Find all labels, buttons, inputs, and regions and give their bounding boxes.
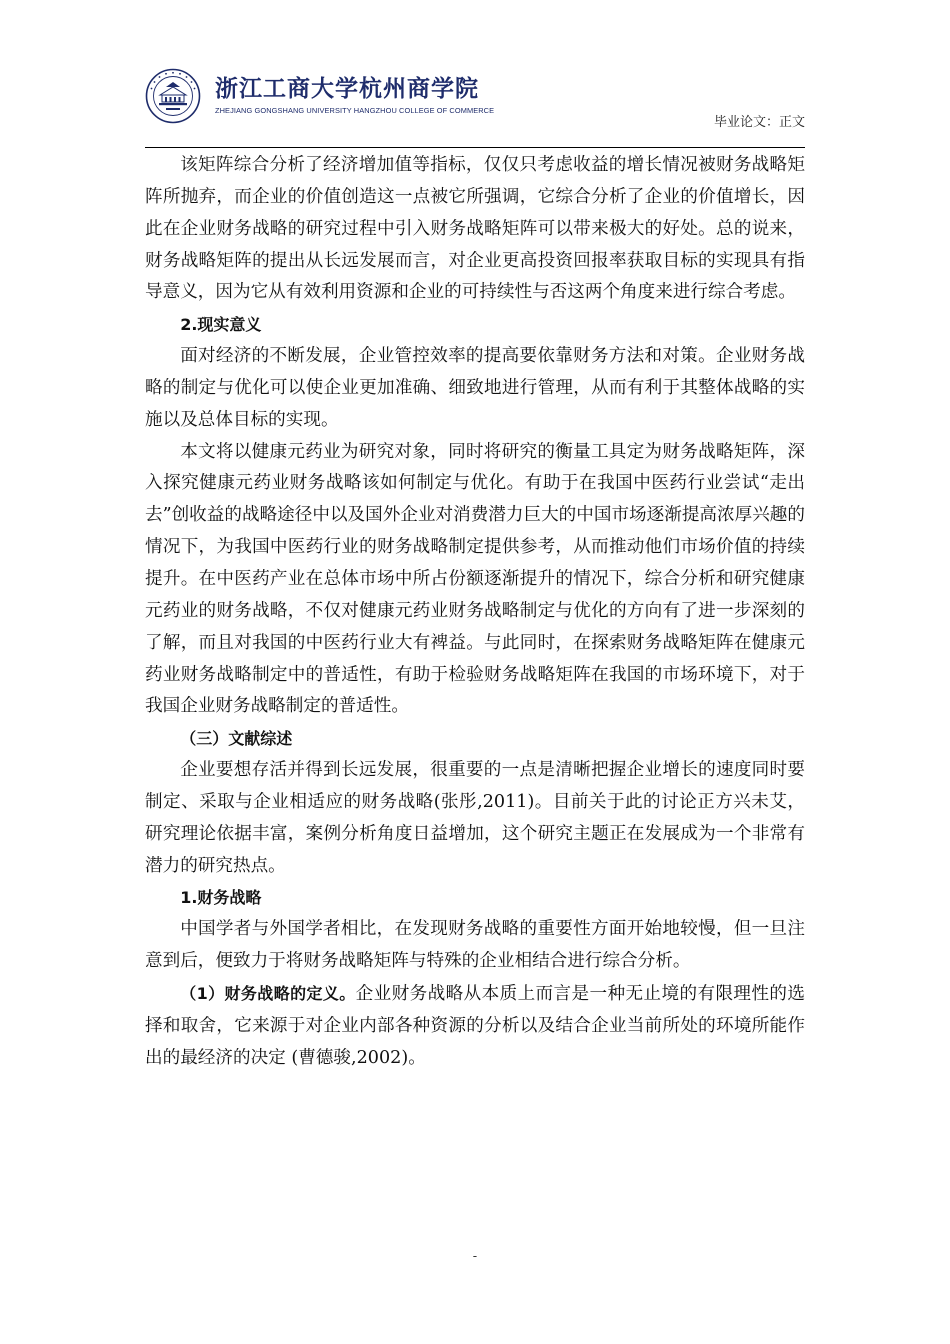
body-paragraph: [145, 978, 805, 1075]
body-paragraph: 面对经济的不断发展，企业管控效率的提高要依靠财务方法和对策。企业财务战略的制定与优化可以使企业更加准确、细致地进行管理，从而有利于其整体战略的实施以及总体目标的实现。: [145, 346, 805, 430]
page-number: -: [472, 1249, 478, 1264]
definition-lead: （1）财务战略的定义。: [180, 983, 356, 1003]
university-seal-icon: [145, 68, 201, 124]
header-section-label: 毕业论文：正文: [713, 115, 805, 130]
body-paragraph: 该矩阵综合分析了经济增加值等指标，仅仅只考虑收益的增长情况被财务战略矩阵所抛弃，而企业的价值创造这一点被它所强调，它综合分析了企业的价值增长，因此在企业财务战略的研究过程中引入财务战略矩阵可以带来极大的好处。总的说来，财务战略矩阵的提出从长远发展而言，对企业更高投资回报率获取目标的实现具有指导意义，因为它从有效利用资源和企业的可持续性与否这两个角度来进行综合考虑。: [145, 155, 805, 303]
university-name-cn: 浙江工商大学杭州商学院: [215, 75, 479, 102]
header-divider: [145, 147, 805, 148]
body-paragraph: 中国学者与外国学者相比，在发现财务战略的重要性方面开始地较慢，但一旦注意到后，便致力于将财务战略矩阵与特殊的企业相结合进行综合分析。: [145, 919, 805, 972]
subsection-heading: 2.现实意义: [180, 315, 262, 335]
subsection-heading: 1.财务战略: [180, 888, 262, 908]
page-header: [145, 62, 805, 152]
body-paragraph: 企业要想存活并得到长远发展，很重要的一点是清晰把握企业增长的速度同时要制定、采取与企业相适应的财务战略(张彤,2011)。目前关于此的讨论正方兴未艾，研究理论依据丰富，案例分析角度日益增加，这个研究主题正在发展成为一个非常有潜力的研究热点。: [145, 760, 805, 876]
document-body: [145, 150, 805, 1074]
body-paragraph: 本文将以健康元药业为研究对象，同时将研究的衡量工具定为财务战略矩阵，深入探究健康元药业财务战略该如何制定与优化。有助于在我国中医药行业尝试“走出去”创收益的战略途径中以及国外企业对消费潜力巨大的中国市场逐渐提高浓厚兴趣的情况下，为我国中医药行业的财务战略制定提供参考，从而推动他们市场价值的持续提升。在中医药产业在总体市场中所占份额逐渐提升的情况下，综合分析和研究健康元药业的财务战略，不仅对健康元药业财务战略制定与优化的方向有了进一步深刻的了解，而且对我国的中医药行业大有裨益。与此同时，在探索财务战略矩阵在健康元药业财务战略制定中的普适性，有助于检验财务战略矩阵在我国的市场环境下，对于我国企业财务战略制定的普适性。: [145, 441, 805, 717]
university-name-en: ZHEJIANG GONGSHANG UNIVERSITY HANGZHOU COLLEGE OF COMMERCE: [215, 106, 495, 115]
definition-text: 企业财务战略从本质上而言是一种无止境的有限理性的选择和取舍，它来源于对企业内部各种资源的分析以及结合企业当前所处的环境所能作出的最经济的决定 (曹德骏,2002)。: [145, 983, 805, 1068]
section-heading: （三）文献综述: [180, 729, 293, 749]
